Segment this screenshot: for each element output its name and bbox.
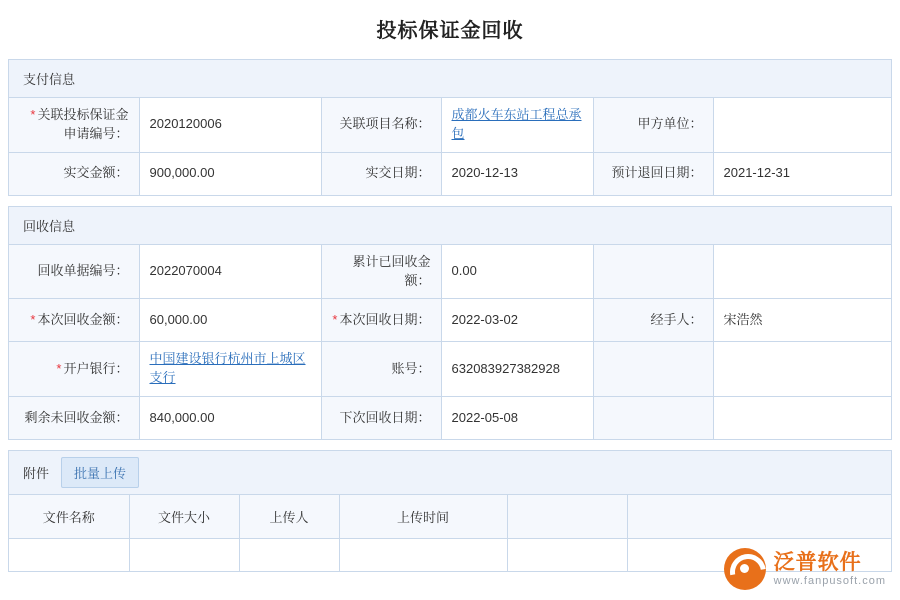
- attachment-table-header-row: [9, 495, 891, 539]
- attachment-empty-row: [9, 539, 891, 572]
- accumulated-recovered-amount-value[interactable]: 0.00: [441, 245, 593, 299]
- field-label: 回收单据编号：: [9, 245, 139, 299]
- bank-of-deposit-value[interactable]: [139, 342, 321, 397]
- field-label: 预计退回日期：: [593, 152, 713, 195]
- empty-cell: [339, 539, 507, 572]
- actual-paid-date-value[interactable]: 2020-12-13: [441, 152, 593, 195]
- table-row: [9, 299, 891, 342]
- field-label: 实交日期：: [321, 152, 441, 195]
- field-label: 实交金额：: [9, 152, 139, 195]
- field-label: 剩余未回收金额：: [9, 397, 139, 440]
- column-upload-time: 上传时间: [339, 495, 507, 539]
- attachment-header: [9, 451, 891, 495]
- field-label: [9, 342, 139, 397]
- current-recovery-amount-value[interactable]: 60,000.00: [139, 299, 321, 342]
- field-label: [321, 299, 441, 342]
- actual-paid-amount-value[interactable]: 900,000.00: [139, 152, 321, 195]
- related-project-name-value[interactable]: [441, 98, 593, 152]
- attachment-panel: [8, 450, 892, 575]
- brand-name-en: www.fanpusoft.com: [773, 574, 886, 587]
- related-bid-deposit-application-no-value[interactable]: 2020120006: [139, 98, 321, 152]
- field-label-empty: [593, 245, 713, 299]
- label-text: 本次回收日期：: [339, 311, 431, 327]
- bank-link[interactable]: 中国建设银行杭州市上城区支行: [149, 351, 306, 386]
- required-marker: *: [332, 311, 338, 327]
- next-recovery-date-value[interactable]: 2022-05-08: [441, 397, 593, 440]
- handler-value[interactable]: 宋浩然: [713, 299, 891, 342]
- field-label: 经手人：: [593, 299, 713, 342]
- recovery-info-panel: [8, 206, 892, 440]
- empty-cell: [713, 342, 891, 397]
- expected-return-date-value[interactable]: 2021-12-31: [713, 152, 891, 195]
- remaining-unrecovered-amount-value[interactable]: 840,000.00: [139, 397, 321, 440]
- table-row: [9, 245, 891, 299]
- payment-info-panel: [8, 59, 892, 196]
- field-label: 下次回收日期：: [321, 397, 441, 440]
- recovery-document-no-value[interactable]: 2022070004: [139, 245, 321, 299]
- empty-cell: [129, 539, 239, 572]
- attachment-table: [9, 495, 891, 575]
- account-no-value[interactable]: 632083927382928: [441, 342, 593, 397]
- empty-cell: [713, 397, 891, 440]
- payment-info-header: 支付信息: [9, 60, 891, 98]
- column-extra-2: [627, 495, 891, 539]
- field-label-empty: [593, 397, 713, 440]
- empty-cell: [239, 539, 339, 572]
- label-text: 关联投标保证金申请编号：: [37, 107, 129, 141]
- payment-info-table: [9, 98, 891, 196]
- brand-name-cn: 泛普软件: [773, 551, 862, 575]
- column-file-name: 文件名称: [9, 495, 129, 539]
- field-label: [9, 98, 139, 152]
- empty-cell: [713, 245, 891, 299]
- party-a-unit-value[interactable]: [713, 98, 891, 152]
- batch-upload-button[interactable]: 批量上传: [61, 457, 139, 488]
- recovery-info-header: 回收信息: [9, 207, 891, 245]
- page-title: 投标保证金回收: [376, 20, 524, 42]
- label-text: 开户银行：: [63, 360, 129, 376]
- field-label: 甲方单位：: [593, 98, 713, 152]
- field-label: 关联项目名称：: [321, 98, 441, 152]
- column-file-size: 文件大小: [129, 495, 239, 539]
- field-label: [9, 299, 139, 342]
- table-row: [9, 98, 891, 152]
- table-row: [9, 342, 891, 397]
- empty-cell: [627, 539, 891, 575]
- required-marker: *: [30, 311, 36, 327]
- attachment-title: 附件: [23, 466, 50, 482]
- required-marker: *: [56, 360, 62, 376]
- table-row: [9, 152, 891, 195]
- project-link[interactable]: 成都火车东站工程总承包: [451, 107, 582, 141]
- column-extra-1: [507, 495, 627, 539]
- empty-cell: [9, 539, 129, 572]
- recovery-info-table: [9, 245, 891, 440]
- field-label: 累计已回收金额：: [321, 245, 441, 299]
- empty-cell: [507, 539, 627, 572]
- required-marker: *: [30, 107, 36, 122]
- table-row: [9, 397, 891, 440]
- field-label-empty: [593, 342, 713, 397]
- column-uploader: 上传人: [239, 495, 339, 539]
- current-recovery-date-value[interactable]: 2022-03-02: [441, 299, 593, 342]
- label-text: 本次回收金额：: [37, 311, 129, 327]
- field-label: 账号：: [321, 342, 441, 397]
